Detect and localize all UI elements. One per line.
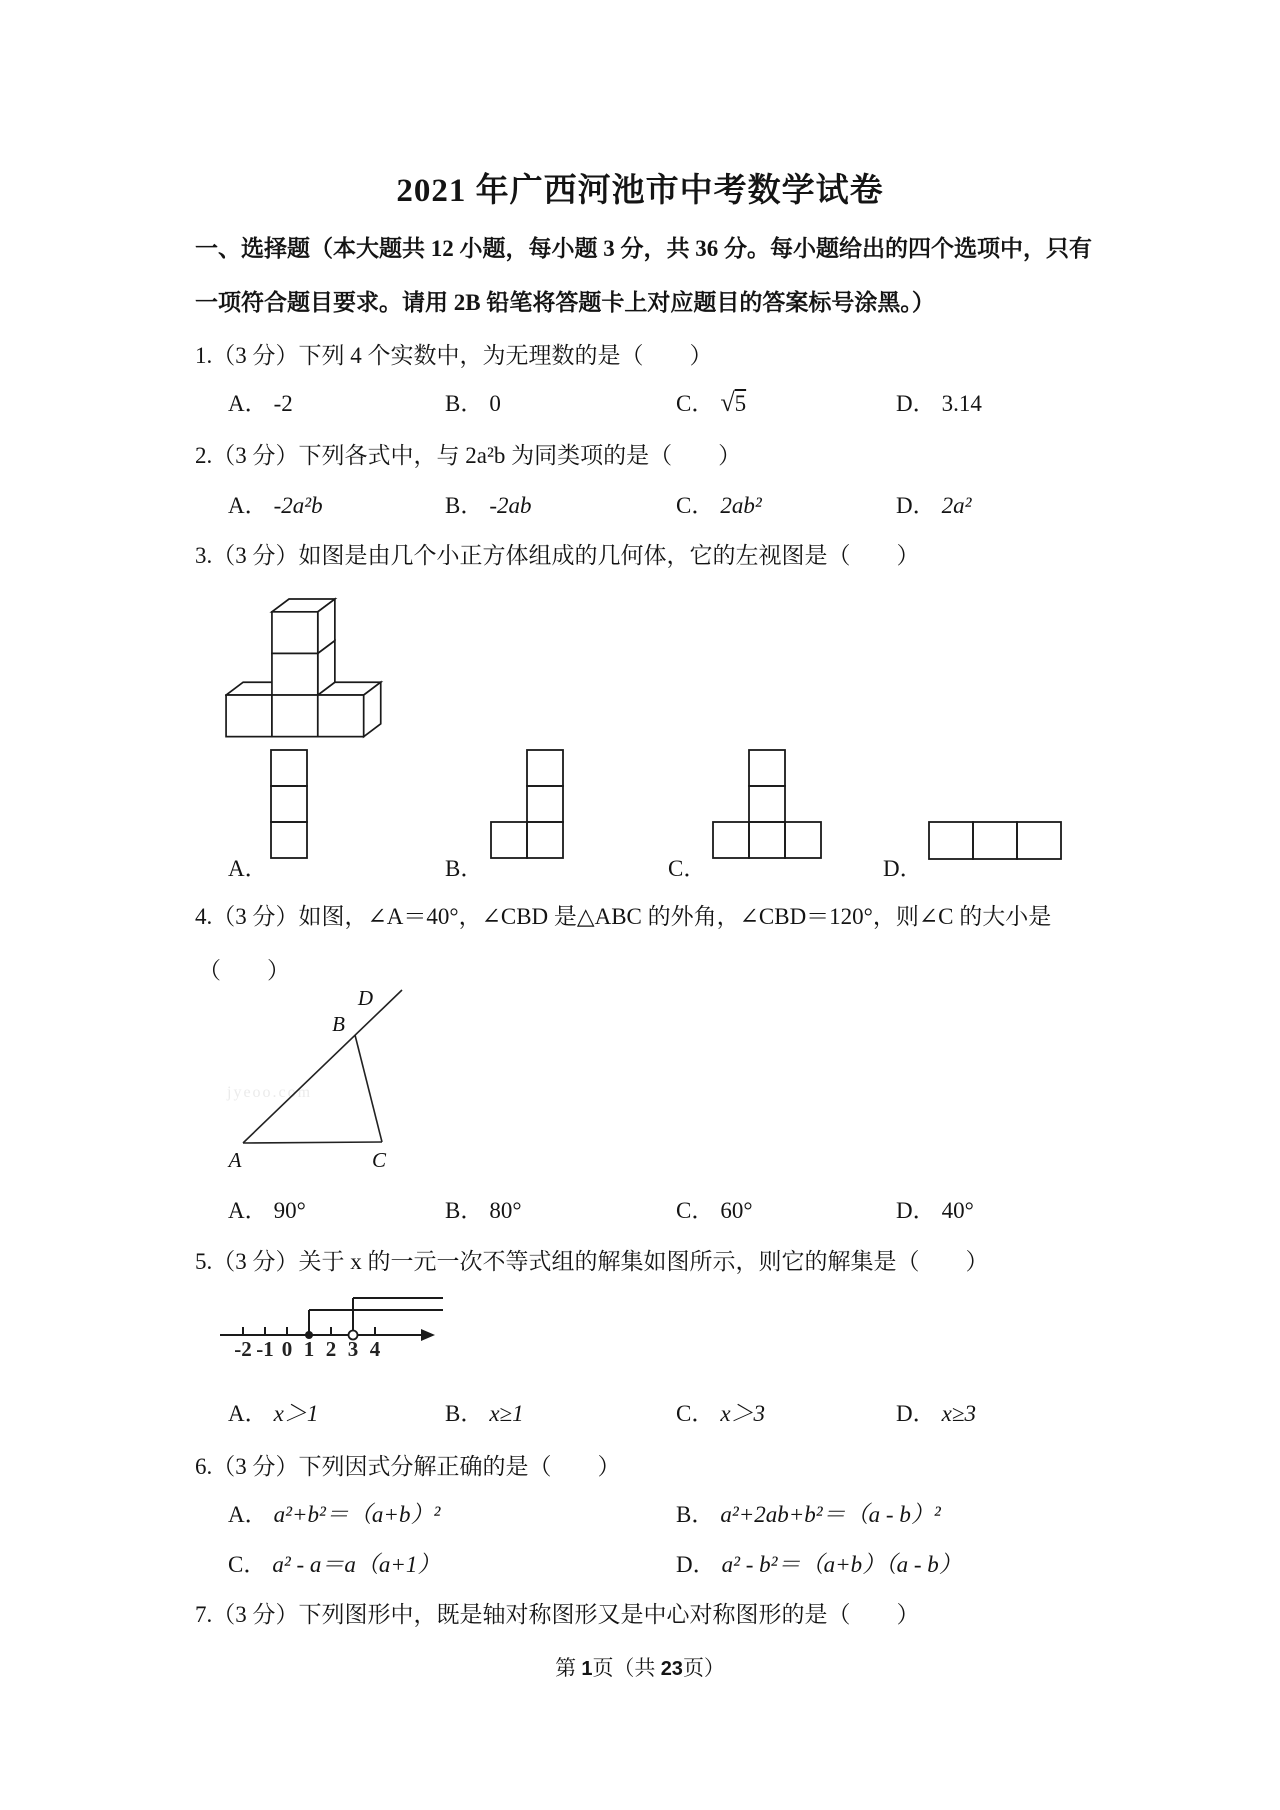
option-value: x≥3 xyxy=(941,1401,976,1426)
option-value: 40° xyxy=(941,1198,974,1223)
question-2-option-b xyxy=(445,487,532,520)
question-3-figure-label-b: B． xyxy=(445,856,484,881)
question-2-option-a xyxy=(228,487,323,520)
option-value: x＞1 xyxy=(273,1401,319,1426)
option-label: A． xyxy=(228,1198,268,1223)
question-6-option-b xyxy=(676,1496,941,1529)
question-5-option-b xyxy=(445,1395,524,1428)
question-1-option-c xyxy=(676,385,746,418)
question-4-text-line-2: （ ） xyxy=(198,958,290,983)
question-5-option-d xyxy=(896,1395,976,1428)
footer-total-pages: 23 xyxy=(660,1658,683,1680)
option-label: D． xyxy=(896,1401,936,1426)
numberline-axis xyxy=(220,1298,443,1335)
option-label: A． xyxy=(228,391,268,416)
axis-arrowhead xyxy=(421,1329,435,1341)
question-6-options-row-2 xyxy=(0,1546,1280,1578)
question-2-text: 2.（3 分）下列各式中，与 2a²b 为同类项的是（ ） xyxy=(195,443,742,468)
option-label: B． xyxy=(445,391,484,416)
footer-middle: 页（共 xyxy=(592,1656,661,1680)
option-label: C． xyxy=(676,1198,715,1223)
question-7-text: 7.（3 分）下列图形中，既是轴对称图形又是中心对称图形的是（ ） xyxy=(195,1602,920,1627)
option-value: 90° xyxy=(273,1198,306,1223)
option-label: A． xyxy=(228,1401,268,1426)
option-value: -2a²b xyxy=(273,493,323,518)
question-1-option-a xyxy=(228,385,293,418)
option-value: 2a² xyxy=(941,493,972,518)
numberline-tick-label: 3 xyxy=(347,1337,359,1361)
option-value: 80° xyxy=(489,1198,522,1223)
numberline-tick-label: 4 xyxy=(369,1337,381,1361)
question-4-option-b xyxy=(445,1192,522,1225)
option-value: -2 xyxy=(273,391,293,416)
question-3-figure-label-a: A． xyxy=(228,856,268,881)
footer-page-number: 1 xyxy=(581,1658,593,1680)
question-4-option-c xyxy=(676,1192,753,1225)
cube-faces xyxy=(226,599,381,737)
question-6-option-d xyxy=(676,1546,962,1579)
option-label: C． xyxy=(228,1552,267,1577)
question-4-options xyxy=(0,1192,1280,1224)
page-footer xyxy=(0,1652,1280,1682)
option-label: C． xyxy=(676,493,715,518)
question-4-option-d xyxy=(896,1192,974,1225)
option-value: 2ab² xyxy=(720,493,762,518)
question-3-figure-label-d: D． xyxy=(883,856,923,881)
watermark: jyeoo.com xyxy=(227,1084,313,1101)
question-3-solid-figure xyxy=(225,585,385,740)
question-5-numberline-figure xyxy=(195,1288,455,1366)
question-3-text: 3.（3 分）如图是由几个小正方体组成的几何体，它的左视图是（ ） xyxy=(195,543,920,568)
question-4-text-line-1: 4.（3 分）如图，∠A＝40°，∠CBD 是△ABC 的外角，∠CBD＝120°，则∠C 的大小是 xyxy=(195,904,1052,929)
question-2-option-c xyxy=(676,487,762,520)
option-label: B． xyxy=(445,1198,484,1223)
option-label: A． xyxy=(228,1502,268,1527)
option-value: a² - a＝a（a+1） xyxy=(272,1552,441,1577)
option-label: C． xyxy=(676,1401,715,1426)
option-value: a² - b²＝（a+b）（a - b） xyxy=(721,1552,962,1577)
question-6-text: 6.（3 分）下列因式分解正确的是（ ） xyxy=(195,1454,621,1479)
footer-suffix: 页） xyxy=(682,1656,725,1680)
numberline-tick-label: 2 xyxy=(325,1337,337,1361)
question-4-option-a xyxy=(228,1192,306,1225)
triangle-lines xyxy=(243,990,402,1143)
question-3-option-c-figure xyxy=(712,749,824,861)
question-6-options-row-1 xyxy=(0,1496,1280,1528)
option-value: x＞3 xyxy=(720,1401,766,1426)
triangle-vertex-b-label: B xyxy=(332,1012,345,1036)
option-label: A． xyxy=(228,493,268,518)
option-value-sqrt xyxy=(720,388,747,417)
option-value: 0 xyxy=(489,391,501,416)
question-1-option-d xyxy=(896,385,982,418)
question-5-option-a xyxy=(228,1395,318,1428)
numberline-tick-label: 0 xyxy=(281,1337,293,1361)
question-1-option-b xyxy=(445,385,501,418)
question-3-option-d-figure xyxy=(928,821,1065,861)
triangle-vertex-a-label: A xyxy=(228,1148,242,1172)
option-label: D． xyxy=(676,1552,716,1577)
option-label: D． xyxy=(896,493,936,518)
numberline-tick-label: -1 xyxy=(256,1337,274,1361)
option-label: B． xyxy=(676,1502,715,1527)
triangle-vertex-c-label: C xyxy=(371,1148,387,1172)
question-4-triangle-figure xyxy=(195,985,420,1185)
question-2-options xyxy=(0,487,1280,519)
triangle-vertex-d-label: D xyxy=(357,986,373,1010)
option-value: a²+2ab+b²＝（a - b）² xyxy=(720,1502,941,1527)
question-5-option-c xyxy=(676,1395,765,1428)
question-1-text: 1.（3 分）下列 4 个实数中，为无理数的是（ ） xyxy=(195,343,713,368)
option-value: 3.14 xyxy=(941,391,982,416)
numberline-tick-label: -2 xyxy=(234,1337,252,1361)
section-header-line-2: 一项符合题目要求。请用 2B 铅笔将答题卡上对应题目的答案标号涂黑。） xyxy=(195,290,935,315)
option-value: a²+b²＝（a+b）² xyxy=(273,1502,441,1527)
option-value: -2ab xyxy=(489,493,532,518)
question-6-option-a xyxy=(228,1496,440,1529)
page-title: 2021 年广西河池市中考数学试卷 xyxy=(396,173,884,209)
question-3-figure-label-c: C． xyxy=(668,856,707,881)
option-label: B． xyxy=(445,493,484,518)
radicand: 5 xyxy=(734,391,747,416)
option-label: D． xyxy=(896,1198,936,1223)
option-value: x≥1 xyxy=(489,1401,524,1426)
question-5-text: 5.（3 分）关于 x 的一元一次不等式组的解集如图所示，则它的解集是（ ） xyxy=(195,1249,989,1274)
question-3-option-b-figure xyxy=(490,749,566,861)
option-label: C． xyxy=(676,391,715,416)
option-label: D． xyxy=(896,391,936,416)
numberline-tick-label: 1 xyxy=(303,1337,315,1361)
option-label: B． xyxy=(445,1401,484,1426)
question-6-option-c xyxy=(228,1546,440,1579)
question-3-option-a-figure xyxy=(270,749,309,861)
radical-sign: √ xyxy=(720,388,735,417)
question-2-option-d xyxy=(896,487,972,520)
question-5-options xyxy=(0,1395,1280,1427)
question-1-options xyxy=(0,385,1280,417)
option-value: 60° xyxy=(720,1198,753,1223)
footer-prefix: 第 xyxy=(555,1656,582,1680)
section-header-line-1: 一、选择题（本大题共 12 小题，每小题 3 分，共 36 分。每小题给出的四个选项中，只有 xyxy=(195,236,1092,261)
